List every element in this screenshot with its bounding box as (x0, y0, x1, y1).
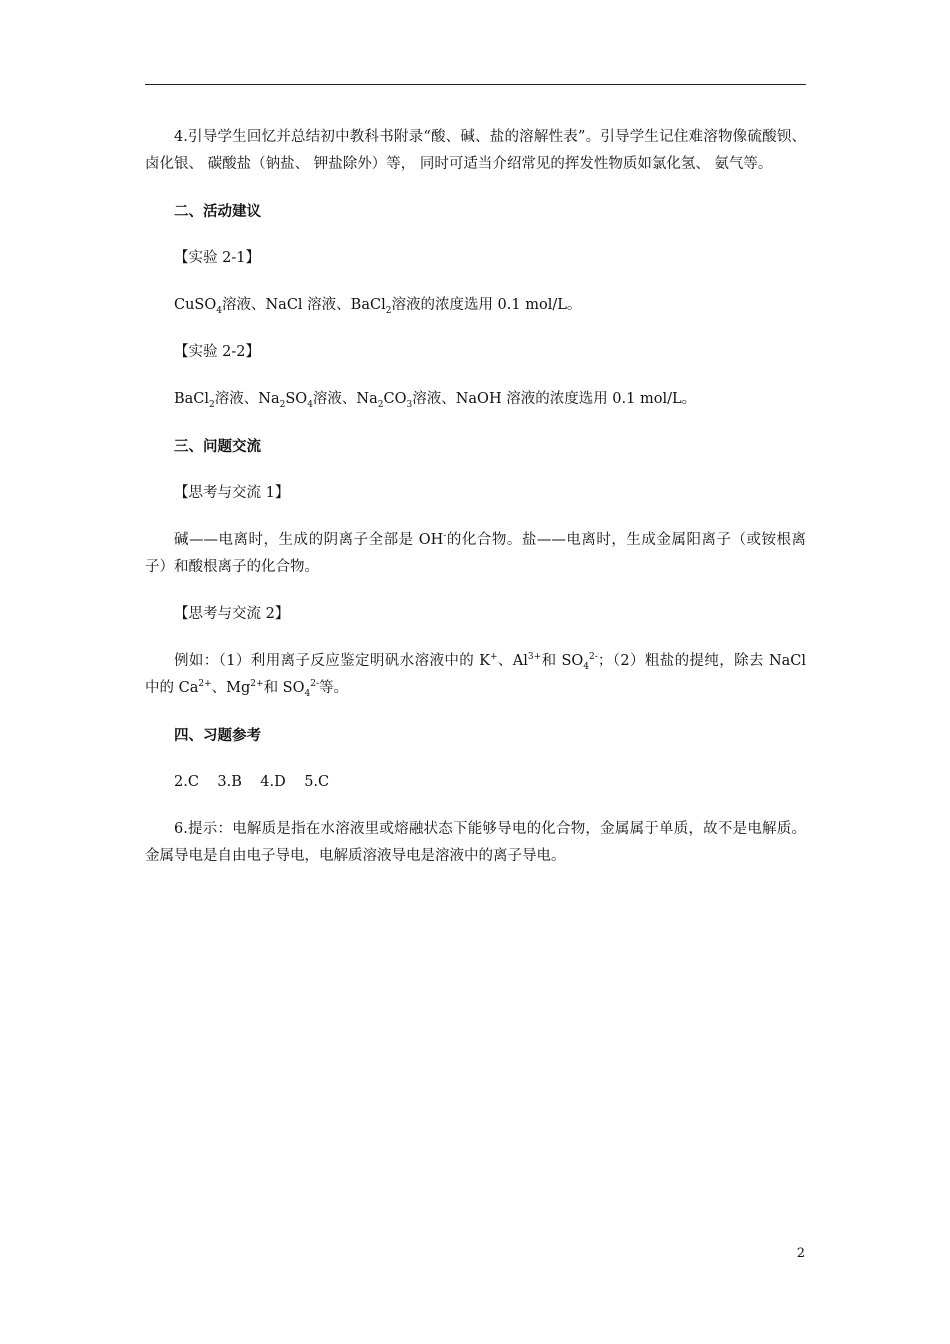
experiment-2-1-label: 【实验 2-1】 (174, 250, 260, 266)
experiment-2-2-text: BaCl$_2$溶液、$Na_2SO_4$溶液、$Na_2CO_3$溶液、NaOH 溶液的浓度选用 0.1 mol/L。 (174, 391, 697, 410)
paragraph-item-6: 6.提示：电解质是指在水溶液里或熔融状态下能够导电的化合物，金属属于单质，故不是电解质。金属导电是自由电子导电，电解质溶液导电是溶液中的离子导电。 (145, 821, 806, 864)
section-heading-exercises: 四、习题参考 (174, 727, 261, 744)
experiment-2-2-label: 【实验 2-2】 (174, 344, 260, 360)
think-exchange-1-label: 【思考与交流 1】 (174, 485, 290, 501)
think-exchange-2-text: 例如：（1）利用离子反应鉴定明矾水溶液中的 K+、$Al^{3+}$和 $SO_4^{2-}$；（2）粗盐的提纯，除去 NaCl 中的 $Ca^{2+}$、$Mg^{2+}$和 $SO_4^{2-}$等。 (145, 652, 807, 699)
header-rule (145, 84, 806, 85)
paragraph-item-4: 4.引导学生回忆并总结初中教科书附录“酸、碱、盐的溶解性表”。引导学生记住难溶物像硫酸钡、 卤化银、 碳酸盐（钠盐、 钾盐除外）等， 同时可适当介绍常见的挥发性物质如氯化氢、 氨气等。 (145, 129, 806, 172)
exercise-answers: 2.C 3.B 4.D 5.C (174, 774, 330, 790)
think-exchange-2-label: 【思考与交流 2】 (174, 606, 290, 622)
section-heading-discussion: 三、问题交流 (174, 438, 261, 455)
experiment-2-1-text: CuSO$_4$溶液、NaCl 溶液、BaCl$_2$溶液的浓度选用 0.1 mol/L。 (174, 297, 582, 316)
page-number: 2 (796, 1246, 805, 1261)
section-heading-activity: 二、活动建议 (174, 203, 261, 220)
document-body (145, 124, 806, 890)
think-exchange-1-text: 碱——电离时，生成的阴离子全部是 OH-的化合物。盐——电离时，生成金属阳离子（或铵根离子）和酸根离子的化合物。 (145, 531, 807, 575)
